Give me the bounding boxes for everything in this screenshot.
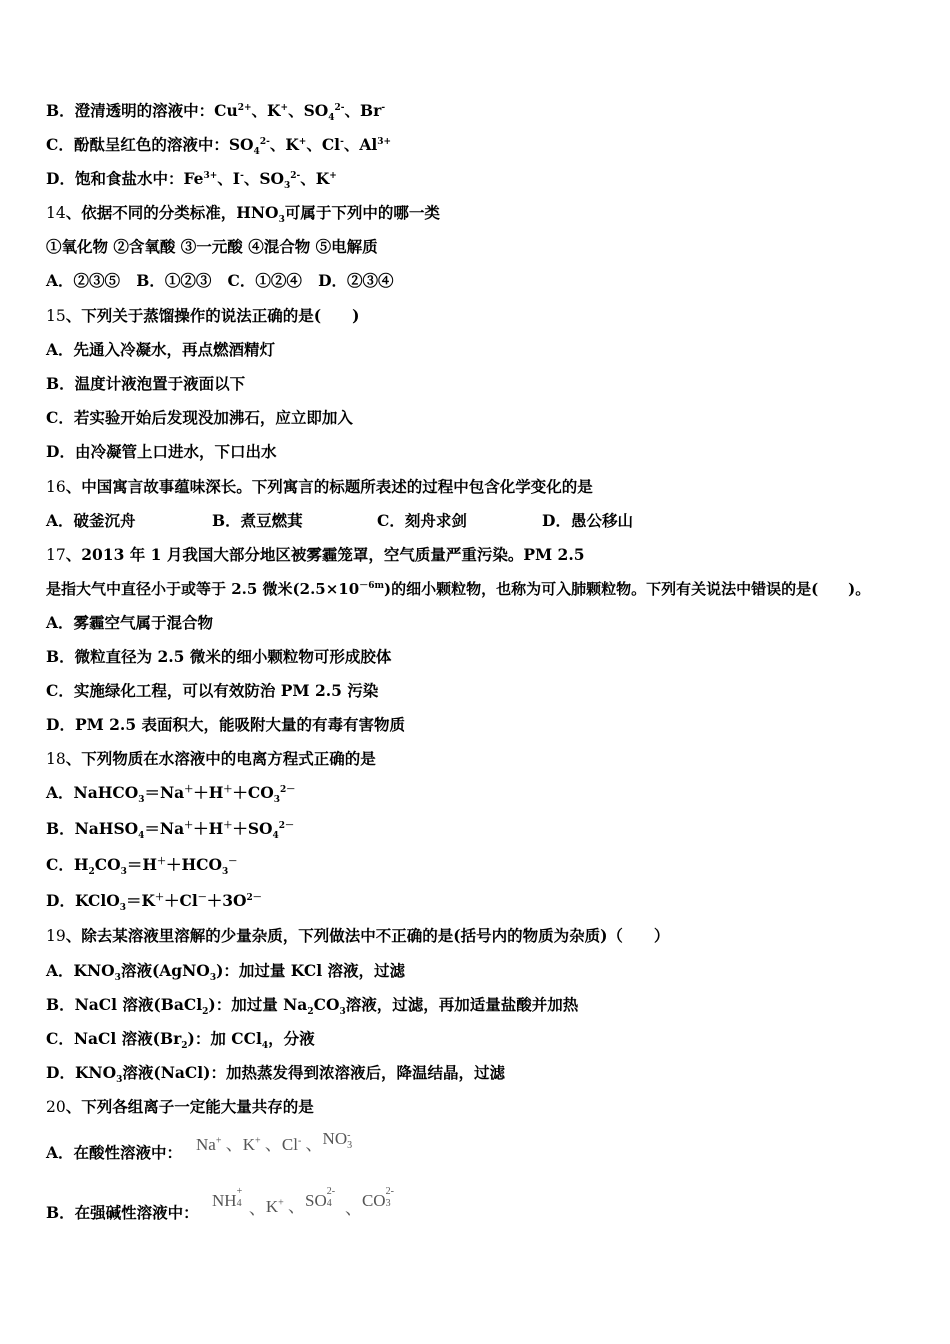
q18-a-1: A．NaHCO [46, 783, 139, 802]
q18-b-4: ＋SO [232, 819, 273, 838]
q19-b-s1: 2 [202, 1007, 209, 1018]
q19-c-1: C．NaCl 溶液(Br [46, 1029, 182, 1048]
q17-option-b: B．微粒直径为 2.5 微米的细小颗粒物可形成胶体 [46, 647, 392, 666]
q19-b-3: CO [313, 995, 340, 1014]
q19-d-2: 溶液(NaCl)：加热蒸发得到浓溶液后，降温结晶，过滤 [122, 1063, 505, 1082]
q19-option-a [46, 961, 405, 984]
q18-b-2: ＝Na [144, 819, 185, 838]
q19-a-s1: 3 [114, 973, 121, 984]
q14-option-d: D．②③④ [318, 271, 394, 290]
q14-items: ①氧化物 ②含氧酸 ③一元酸 ④混合物 ⑤电解质 [46, 237, 378, 256]
q13-option-d: D．饱和食盐水中：$Fe^{3+}$、I-、$SO_3^{2-}$、K+ [46, 169, 337, 192]
q16-option-c: C．刻舟求剑 [377, 511, 467, 530]
q14-stem-b: 可属于下列中的哪一类 [284, 203, 440, 222]
q20-a-formula [196, 1129, 353, 1155]
q20-a-ion1: Na [196, 1135, 216, 1154]
q19-a-2: 溶液(AgNO [120, 961, 210, 980]
q18-a-p2: ＋ [223, 784, 233, 795]
q18-a-p1: ＋ [184, 784, 194, 795]
q18-d-p2: － [197, 892, 207, 903]
q17-stem-line2 [46, 579, 870, 599]
q19-c-s1: 2 [181, 1041, 188, 1052]
q16-option-d: D．愚公移山 [542, 511, 633, 530]
q20-b-label: B．在强碱性溶液中： [46, 1203, 199, 1222]
q18-b-s1: 4 [138, 831, 145, 842]
q20-stem-text: 、下列各组离子一定能大量共存的是 [65, 1097, 314, 1116]
q18-b-s2: 4 [272, 831, 279, 842]
q20-number: 20 [46, 1098, 66, 1116]
q18-c-3: ＝H [126, 855, 158, 874]
q14-stem [46, 203, 440, 226]
q19-a-3: )：加过量 KCl 溶液，过滤 [216, 961, 405, 980]
q19-b-1: B．NaCl 溶液(BaCl [46, 995, 203, 1014]
q19-d-s1: 3 [116, 1075, 123, 1086]
q17-stem2a: 是指大气中直径小于或等于 2.5 微米(2.5×10 [46, 580, 360, 598]
q20-a-ion4: NO [322, 1129, 348, 1148]
q20-a-sep2: 、 [264, 1135, 282, 1154]
q17-option-c: C．实施绿化工程，可以有效防治 PM 2.5 污染 [46, 681, 379, 700]
q13-option-b: B．澄清透明的溶液中：$Cu^{2+}$、K+、$SO_4^{2-}$、Br- [46, 101, 386, 124]
q17-option-a: A．雾霾空气属于混合物 [46, 613, 214, 632]
q19-c-2: )：加 CCl [187, 1029, 262, 1048]
q15-option-b: B．温度计液泡置于液面以下 [46, 374, 246, 393]
q19-option-b [46, 995, 579, 1018]
q19-stem [46, 926, 669, 946]
q20-b-ion2-charge: + [278, 1197, 284, 1209]
q18-c-1: C．H [46, 855, 89, 874]
q19-option-c [46, 1029, 315, 1052]
q20-b-ion3: SO [304, 1191, 327, 1210]
q16-option-a: A．破釜沉舟 [46, 511, 136, 530]
q13-b-label: B．澄清透明的溶液中： [46, 101, 215, 120]
q18-a-4: ＋CO [232, 783, 274, 802]
q18-b-1: B．NaHSO [46, 819, 139, 838]
q18-a-s2: 3 [273, 795, 281, 806]
q18-d-4: ＋3O [206, 891, 247, 910]
q18-b-p2: ＋ [223, 820, 233, 831]
q13-d-label: D．饱和食盐水中： [46, 169, 184, 188]
q14-stem-a: 、依据不同的分类标准，HNO [65, 203, 279, 222]
q15-number: 15 [46, 307, 66, 325]
q17-stem1: 、2013 年 1 月我国大部分地区被雾霾笼罩，空气质量严重污染。PM 2.5 [65, 545, 585, 564]
q18-a-s1: 3 [138, 795, 145, 806]
q20-b-ion2-group [266, 1197, 284, 1216]
q18-d-2: ＝K [126, 891, 155, 910]
q20-b-sep1: 、 [248, 1199, 266, 1218]
q17-stem2sup: －6m [359, 581, 384, 591]
q20-a-sep1: 、 [225, 1135, 243, 1154]
q19-b-s3: 3 [339, 1007, 346, 1018]
q17-number: 17 [46, 546, 66, 564]
q20-b-sep2: 、 [287, 1197, 305, 1216]
q16-option-b: B．煮豆燃萁 [212, 511, 303, 530]
q18-option-a [46, 783, 296, 806]
q20-a-ion4-group: NO - 3 [322, 1129, 353, 1152]
q18-b-3: ＋H [193, 819, 224, 838]
q18-a-3: ＋H [193, 783, 224, 802]
q15-option-c: C．若实验开始后发现没加沸石，应立即加入 [46, 408, 353, 427]
q18-c-2: CO [94, 855, 121, 874]
q20-b-ion2: K [265, 1197, 279, 1216]
q16-number: 16 [46, 478, 66, 496]
q18-d-3: ＋Cl [164, 891, 198, 910]
q16-stem-text: 、中国寓言故事蕴味深长。下列寓言的标题所表述的过程中包含化学变化的是 [65, 477, 593, 496]
q20-b-sep3: 、 [344, 1199, 362, 1218]
q20-a-label: A．在酸性溶液中： [46, 1143, 183, 1162]
q14-option-c: C．①②④ [227, 271, 302, 290]
q13-option-c: C．酚酞呈红色的溶液中：$SO_4^{2-}$、K+、Cl-、$Al^{3+}$ [46, 135, 392, 158]
q20-b-ion1: NH [212, 1191, 237, 1210]
q18-c-4: ＋HCO [166, 855, 223, 874]
q18-stem [46, 749, 376, 769]
q17-stem-line1 [46, 545, 585, 565]
q19-b-2: )：加过量 Na [208, 995, 308, 1014]
q19-b-s2: 2 [307, 1007, 314, 1018]
q19-a-1: A．KNO [46, 961, 115, 980]
q20-option-a [46, 1129, 353, 1163]
q20-b-formula: NH + 4 、K+ 、SO 2- 4 、CO 2- 3 [212, 1186, 394, 1218]
q18-stem-text: 、下列物质在水溶液中的电离方程式正确的是 [65, 749, 376, 768]
q17-stem2b: )的细小颗粒物，也称为可入肺颗粒物。下列有关说法中错误的是( )。 [383, 580, 871, 598]
q14-number: 14 [46, 204, 66, 222]
q18-d-p1: ＋ [154, 892, 164, 903]
q20-b-ion4: CO [361, 1191, 386, 1210]
q15-option-d: D．由冷凝管上口进水，下口出水 [46, 442, 277, 461]
q20-a-ion3: Cl [281, 1135, 298, 1154]
q18-d-p3: 2－ [246, 892, 262, 903]
q19-a-s2: 3 [209, 973, 217, 984]
q19-c-3: ，分液 [268, 1029, 315, 1048]
q20-a-ion2-charge: + [255, 1135, 261, 1147]
q15-option-a: A．先通入冷凝水，再点燃酒精灯 [46, 340, 276, 359]
q17-option-d: D．PM 2.5 表面积大，能吸附大量的有毒有害物质 [46, 715, 406, 734]
q19-d-1: D．KNO [46, 1063, 117, 1082]
q18-option-b [46, 819, 295, 842]
q19-option-d [46, 1063, 505, 1086]
q19-stem-text: 、除去某溶液里溶解的少量杂质，下列做法中不正确的是(括号内的物质为杂质)（ ） [65, 926, 670, 945]
q14-option-a: A．②③⑤ [46, 271, 121, 290]
q18-c-s1: 2 [88, 867, 95, 878]
q19-number: 19 [46, 927, 66, 945]
q18-number: 18 [46, 750, 66, 768]
q18-b-p1: ＋ [184, 820, 194, 831]
q13-c-label: C．酚酞呈红色的溶液中： [46, 135, 229, 154]
q18-c-s3: 3 [222, 867, 229, 878]
q16-stem [46, 477, 593, 497]
q15-stem-text: 、下列关于蒸馏操作的说法正确的是( ) [65, 306, 360, 325]
q19-b-4: 溶液，过滤，再加适量盐酸并加热 [345, 995, 579, 1014]
q18-a-p3: 2－ [280, 784, 296, 795]
q18-d-1: D．KClO [46, 891, 120, 910]
q18-c-s2: 3 [120, 867, 127, 878]
q14-stem-sub: 3 [278, 215, 285, 226]
q20-a-sep3: 、 [305, 1135, 323, 1154]
q18-a-2: ＝Na [144, 783, 185, 802]
q20-a-ion2: K [242, 1135, 255, 1154]
q18-c-p2: － [228, 856, 238, 867]
q20-a-ion3-charge: - [297, 1135, 302, 1147]
q18-d-s1: 3 [119, 903, 126, 914]
q18-option-c [46, 855, 238, 878]
q18-option-d [46, 891, 262, 914]
q14-options [46, 271, 394, 291]
q20-a-ion1-charge: + [215, 1135, 222, 1147]
q18-c-p1: ＋ [157, 856, 167, 867]
q19-c-s2: 4 [261, 1041, 269, 1052]
q14-option-b: B．①②③ [136, 271, 212, 290]
q20-option-b [46, 1186, 394, 1223]
q15-stem [46, 306, 359, 326]
q18-b-p3: 2－ [278, 820, 295, 831]
q20-stem [46, 1097, 314, 1117]
